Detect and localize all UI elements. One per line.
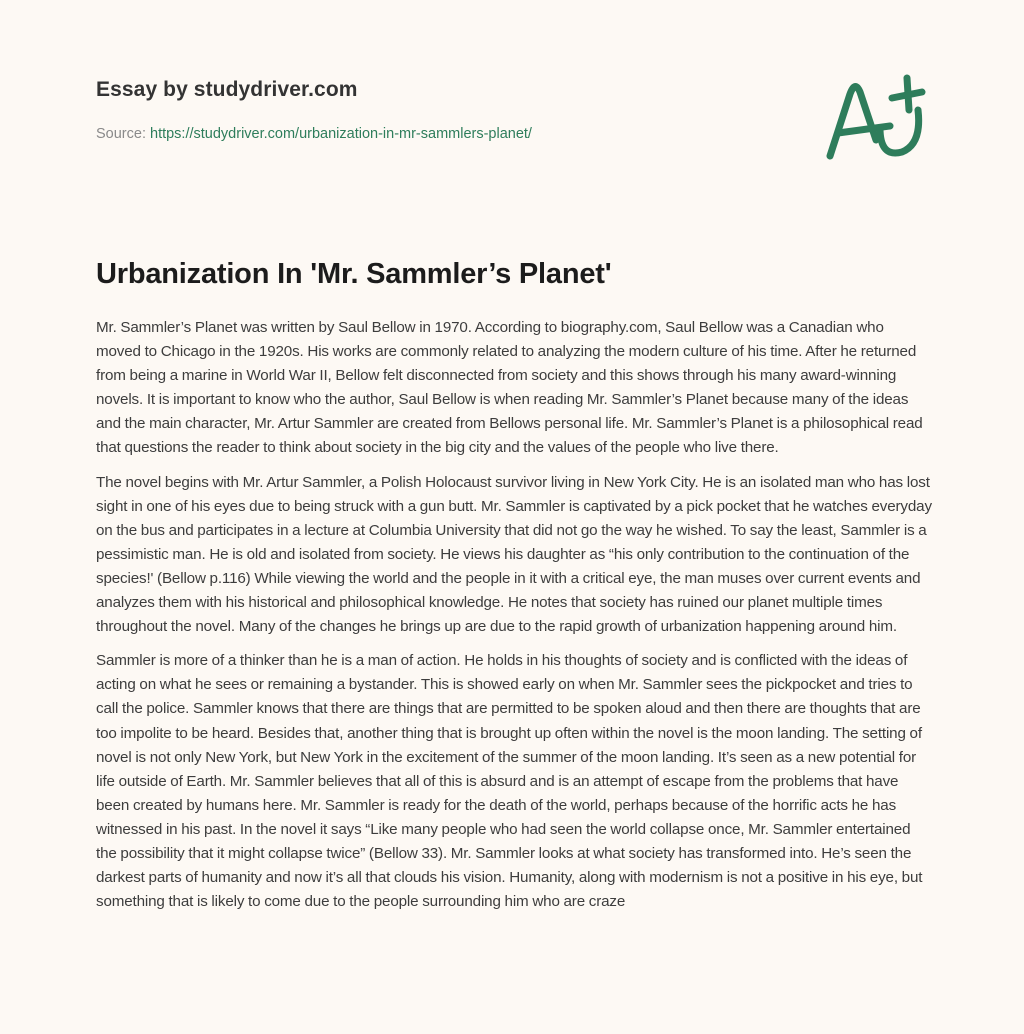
article-title: Urbanization In 'Mr. Sammler’s Planet' xyxy=(96,258,612,290)
paragraph-1: Mr. Sammler’s Planet was written by Saul Bellow in 1970. According to biography.com, Saul Bellow was a Canadian who moved to Chicago in the 1920s. His works are commonly related to analyzing the modern culture of his time. After he returned from being a marine in World War II, Bellow felt disconnected from society and this shows through his many award-winning novels. It is important to know who the author, Saul Bellow is when reading Mr. Sammler’s Planet because many of the ideas and the main character, Mr. Artur Sammler are created from Bellows personal life. Mr. Sammler’s Planet is a philosophical read that questions the reader to think about society in the big city and the values of the people who live there. xyxy=(96,319,923,457)
paragraph-2: The novel begins with Mr. Artur Sammler, a Polish Holocaust survivor living in New York City. He is an isolated man who has lost sight in one of his eyes due to being struck with a gun butt. Mr. Sammler is captivated by a pick pocket that he watches everyday on the bus and participates in a lecture at Columbia University that did not go the way he wished. To say the least, Sammler is a pessimistic man. He is old and isolated from society. He views his daughter as “his only contribution to the continuation of the species!' (Bellow p.116) While viewing the world and the people in it with a critical eye, the man muses over current events and analyzes them with his historical and philosophical knowledge. He notes that society has ruined our planet multiple times throughout the novel. Many of the changes he brings up are due to the rapid growth of urbanization happening around him. xyxy=(96,473,932,636)
source-link[interactable]: https://studydriver.com/urbanization-in-mr-sammlers-planet/ xyxy=(150,126,532,142)
page-header xyxy=(96,76,796,144)
paragraph-3: Sammler is more of a thinker than he is a man of action. He holds in his thoughts of society and is conflicted with the ideas of acting on what he sees or remaining a bystander. This is showed early on when Mr. Sammler sees the pickpocket and tries to call the police. Sammler knows that there are things that are permitted to be spoken aloud and then there are thoughts that are too impolite to be heard. Besides that, another thing that is brought up often within the novel is the moon landing. The setting of novel is not only New York, but New York in the excitement of the summer of the moon landing. It’s seen as a new potential for life outside of Earth. Mr. Sammler believes that all of this is absurd and is an attempt of escape from the problems that have been created by humans here. Mr. Sammler is ready for the death of the world, perhaps because of the horrific acts he has witnessed in his past. In the novel it says “Like many people who had seen the world collapse once, Mr. Sammler entertained the possibility that it might collapse twice” (Bellow 33). Mr. Sammler looks at what society has transformed into. He’s seen the darkest parts of humanity and now it’s all that clouds his vision. Humanity, along with modernism is not a positive in his eye, but something that is likely to come due to the people surrounding him who are craze xyxy=(96,652,923,911)
article-body xyxy=(96,316,932,924)
source-line xyxy=(96,124,796,144)
source-label: Source: xyxy=(96,126,150,142)
a-plus-grade-icon xyxy=(818,66,938,166)
brand-title: Essay by studydriver.com xyxy=(96,78,358,101)
